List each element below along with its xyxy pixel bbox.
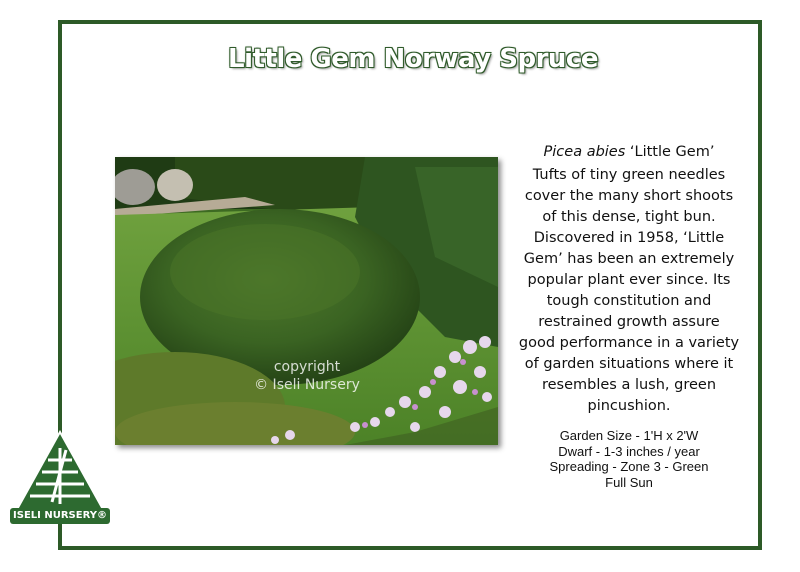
plant-photo [115,157,498,445]
cultivar-name: ‘Little Gem’ [629,144,715,160]
logo-text: ISELI NURSERY® [13,510,107,521]
botanical-name [518,142,740,163]
watermark-copyright: copyright [273,359,341,375]
photo-watermark [232,358,382,394]
description-text: Tufts of tiny green needles cover the many short shoots of this dense, tight bun. Discovered in 1958, ‘Little Gem’ has been an extremely popular plant ever since. Its tough constitution and restrained growth assure good performance in a variety of garden situations where it resembles a lush, green pincushion. [518,167,740,414]
iseli-nursery-logo [8,430,112,526]
page-title: Little Gem Norway Spruce [228,44,598,74]
plant-description-block [518,142,740,417]
genus-species: Picea abies [543,144,626,160]
spec-growth-rate: Dwarf - 1-3 inches / year [558,443,700,459]
spec-exposure: Full Sun [605,474,653,490]
plant-photo-illustration [115,157,498,445]
spec-habit-zone: Spreading - Zone 3 - Green [549,459,709,474]
watermark-owner: © Iseli Nursery [254,377,360,393]
plant-specs [518,428,740,490]
spec-garden-size: Garden Size - 1'H x 2'W [559,428,699,443]
